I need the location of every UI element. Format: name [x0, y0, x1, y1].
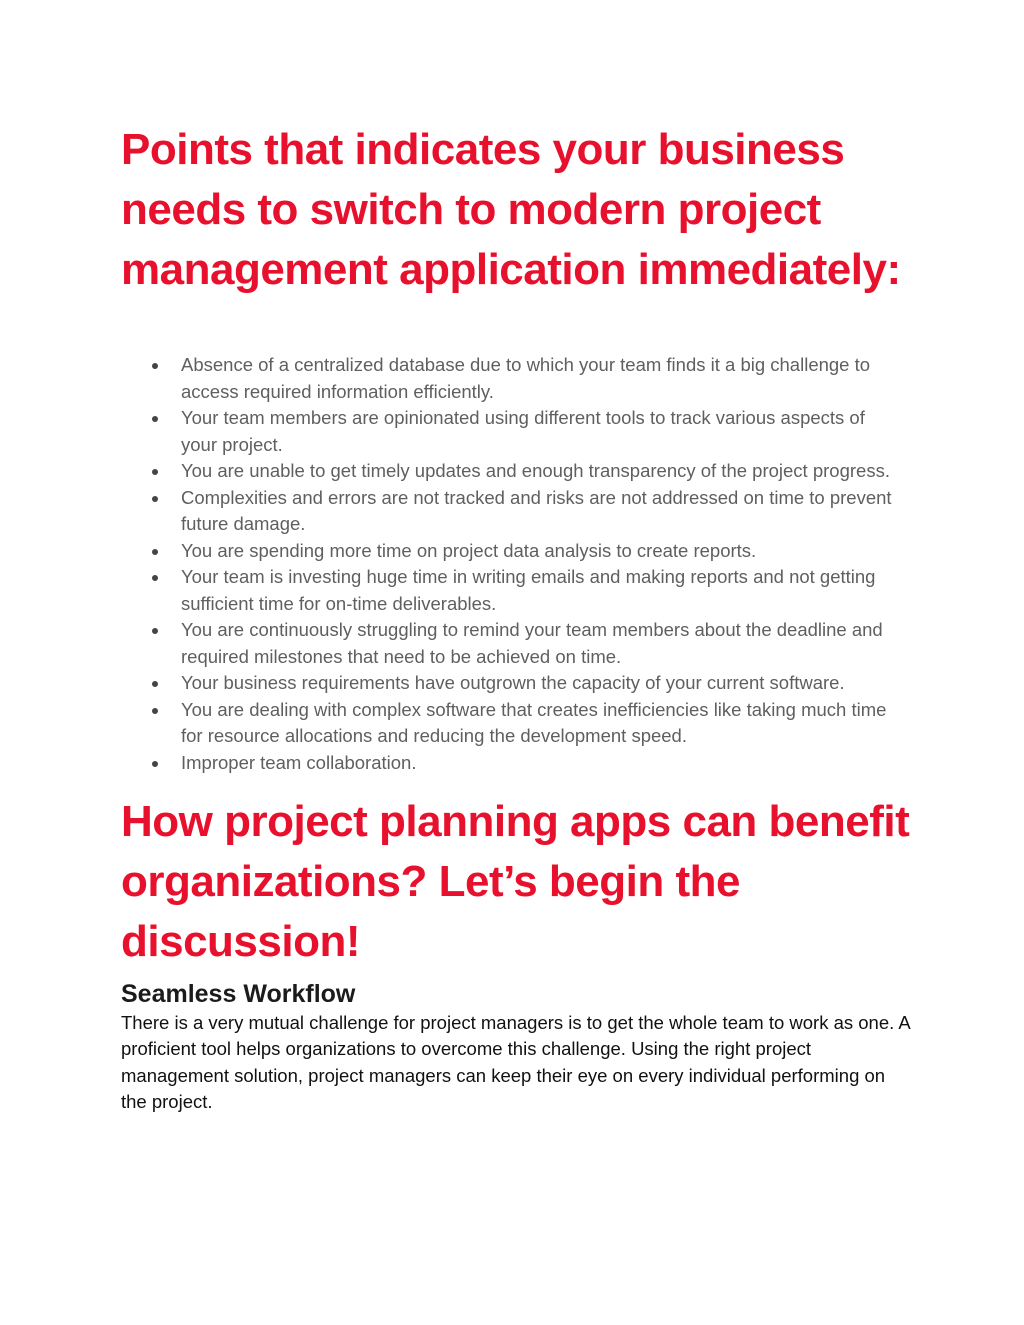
list-item-text: Improper team collaboration.	[181, 751, 417, 773]
list-item-text: Your team members are opinionated using different tools to track various aspects of your project.	[181, 407, 865, 455]
bullet-icon	[152, 363, 158, 369]
list-item-text: Absence of a centralized database due to which your team finds it a big challenge to access required information efficiently.	[181, 354, 871, 402]
list-item	[121, 750, 901, 777]
list-item-text: You are unable to get timely updates and enough transparency of the project progress.	[181, 460, 890, 481]
bullet-icon	[152, 549, 158, 555]
bullet-icon	[152, 761, 158, 767]
list-item	[121, 485, 901, 538]
list-item	[121, 458, 901, 485]
list-item	[121, 670, 901, 697]
bullet-icon	[152, 575, 158, 581]
body-paragraph: There is a very mutual challenge for project managers is to get the whole team to work as one. A proficient tool helps organizations to overcome this challenge. Using the right project management solution, project managers can keep their eye on every individual performing on the project.	[121, 1012, 910, 1112]
bullet-icon	[152, 496, 158, 502]
list-item	[121, 564, 901, 617]
bullet-icon	[152, 416, 158, 422]
bullet-list	[121, 352, 911, 776]
subsection-heading: Seamless Workflow	[121, 980, 356, 1008]
bullet-icon	[152, 469, 158, 475]
page-title: Points that indicates your business needs to switch to modern project management application immediately:	[121, 125, 901, 294]
bullet-icon	[152, 628, 158, 634]
list-item-text: You are continuously struggling to remind your team members about the deadline and required milestones that need to be achieved on time.	[181, 619, 883, 667]
list-item	[121, 352, 901, 405]
list-item-text: You are dealing with complex software that creates inefficiencies like taking much time for resource allocations and reducing the development speed.	[181, 698, 887, 746]
section-heading: How project planning apps can benefit organizations? Let’s begin the discussion!	[121, 797, 910, 966]
list-item	[121, 538, 901, 565]
bullet-icon	[152, 708, 158, 714]
list-item-text: You are spending more time on project data analysis to create reports.	[181, 539, 757, 561]
bullet-icon	[152, 681, 158, 687]
list-item-text: Your team is investing huge time in writing emails and making reports and not getting sufficient time for on-time deliverables.	[181, 566, 876, 614]
list-item-text: Complexities and errors are not tracked and risks are not addressed on time to prevent future damage.	[181, 486, 892, 534]
list-item	[121, 617, 901, 670]
list-item	[121, 697, 901, 750]
list-item	[121, 405, 901, 458]
page-content	[121, 120, 911, 1115]
list-item-text: Your business requirements have outgrown the capacity of your current software.	[181, 672, 845, 693]
